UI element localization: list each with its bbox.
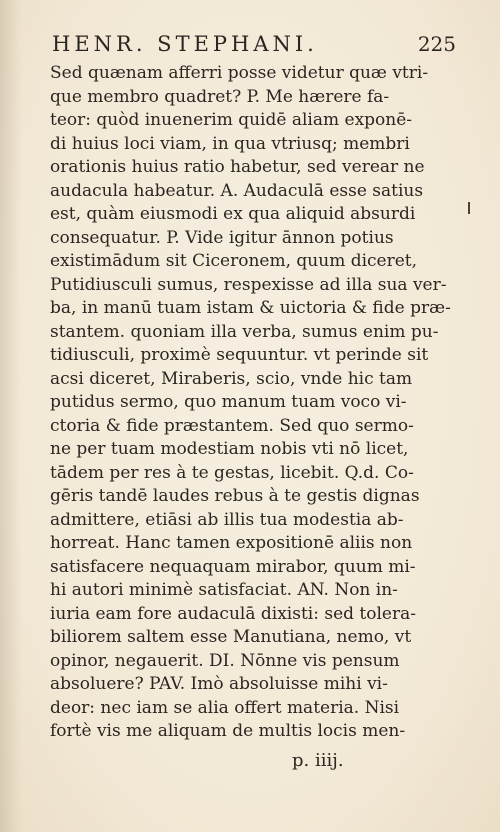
signature-mark: p. iiij. <box>292 750 344 771</box>
text-line: di huius loci viam, in qua vtriusq; membri <box>50 133 410 154</box>
text-line: stantem. quoniam illa verba, sumus enim pu- <box>50 321 439 342</box>
text-line: ctoria & fide præstantem. Sed quo sermo- <box>50 415 414 436</box>
page-number: 225 <box>417 32 456 56</box>
text-line: tādem per res à te gestas, licebit. Q.d. Co- <box>50 462 414 483</box>
text-line: consequatur. P. Vide igitur ānnon potius <box>50 227 394 248</box>
text-line: orationis huius ratio habetur, sed verear ne <box>50 157 425 177</box>
text-line: deor: nec iam se alia offert materia. Nisi <box>50 697 400 718</box>
text-line: iuria eam fore audaculā dixisti: sed tolera- <box>50 603 416 624</box>
running-head: HENR. STEPHANI. <box>52 32 318 56</box>
text-line: audacula habeatur. A. Audaculā esse satius <box>50 180 424 201</box>
text-line: absoluere? PAV. Imò absoluisse mihi vi- <box>50 674 388 694</box>
text-line: existimādum sit Ciceronem, quum diceret, <box>50 251 418 271</box>
text-line: est, quàm eiusmodi ex qua aliquid absurdi <box>50 204 416 224</box>
margin-mark <box>468 202 470 214</box>
text-line: horreat. Hanc tamen expositionē aliis non <box>50 533 413 553</box>
text-line: satisfacere nequaquam mirabor, quum mi- <box>50 556 416 577</box>
gutter-shadow <box>0 0 22 832</box>
page-header <box>52 32 456 60</box>
text-line: ba, in manū tuam istam & uictoria & fide præ- <box>50 298 451 318</box>
text-line: biliorem saltem esse Manutiana, nemo, vt <box>50 627 412 647</box>
text-line: acsi diceret, Miraberis, scio, vnde hic tam <box>50 368 413 389</box>
text-line: opinor, negauerit. DI. Nōnne vis pensum <box>50 650 400 671</box>
text-line: gēris tandē laudes rebus à te gestis dignas <box>50 486 420 506</box>
text-line: fortè vis me aliquam de multis locis men- <box>50 721 406 741</box>
text-line: Putidiusculi sumus, respexisse ad illa sua ver- <box>50 274 447 295</box>
text-line: admittere, etiāsi ab illis tua modestia ab- <box>50 509 404 530</box>
text-line: putidus sermo, quo manum tuam voco vi- <box>50 392 407 412</box>
text-line: Sed quænam afferri posse videtur quæ vtri- <box>50 63 429 83</box>
text-line: ne per tuam modestiam nobis vti nō licet, <box>50 439 409 459</box>
text-line: teor: quòd inuenerim quidē aliam exponē- <box>50 110 413 130</box>
text-line: tidiusculi, proximè sequuntur. vt perinde sit <box>50 345 429 365</box>
text-line: hi autori minimè satisfaciat. AN. Non in- <box>50 580 398 600</box>
text-line: que membro quadret? P. Me hærere fa- <box>50 86 390 107</box>
body-text <box>50 62 455 744</box>
